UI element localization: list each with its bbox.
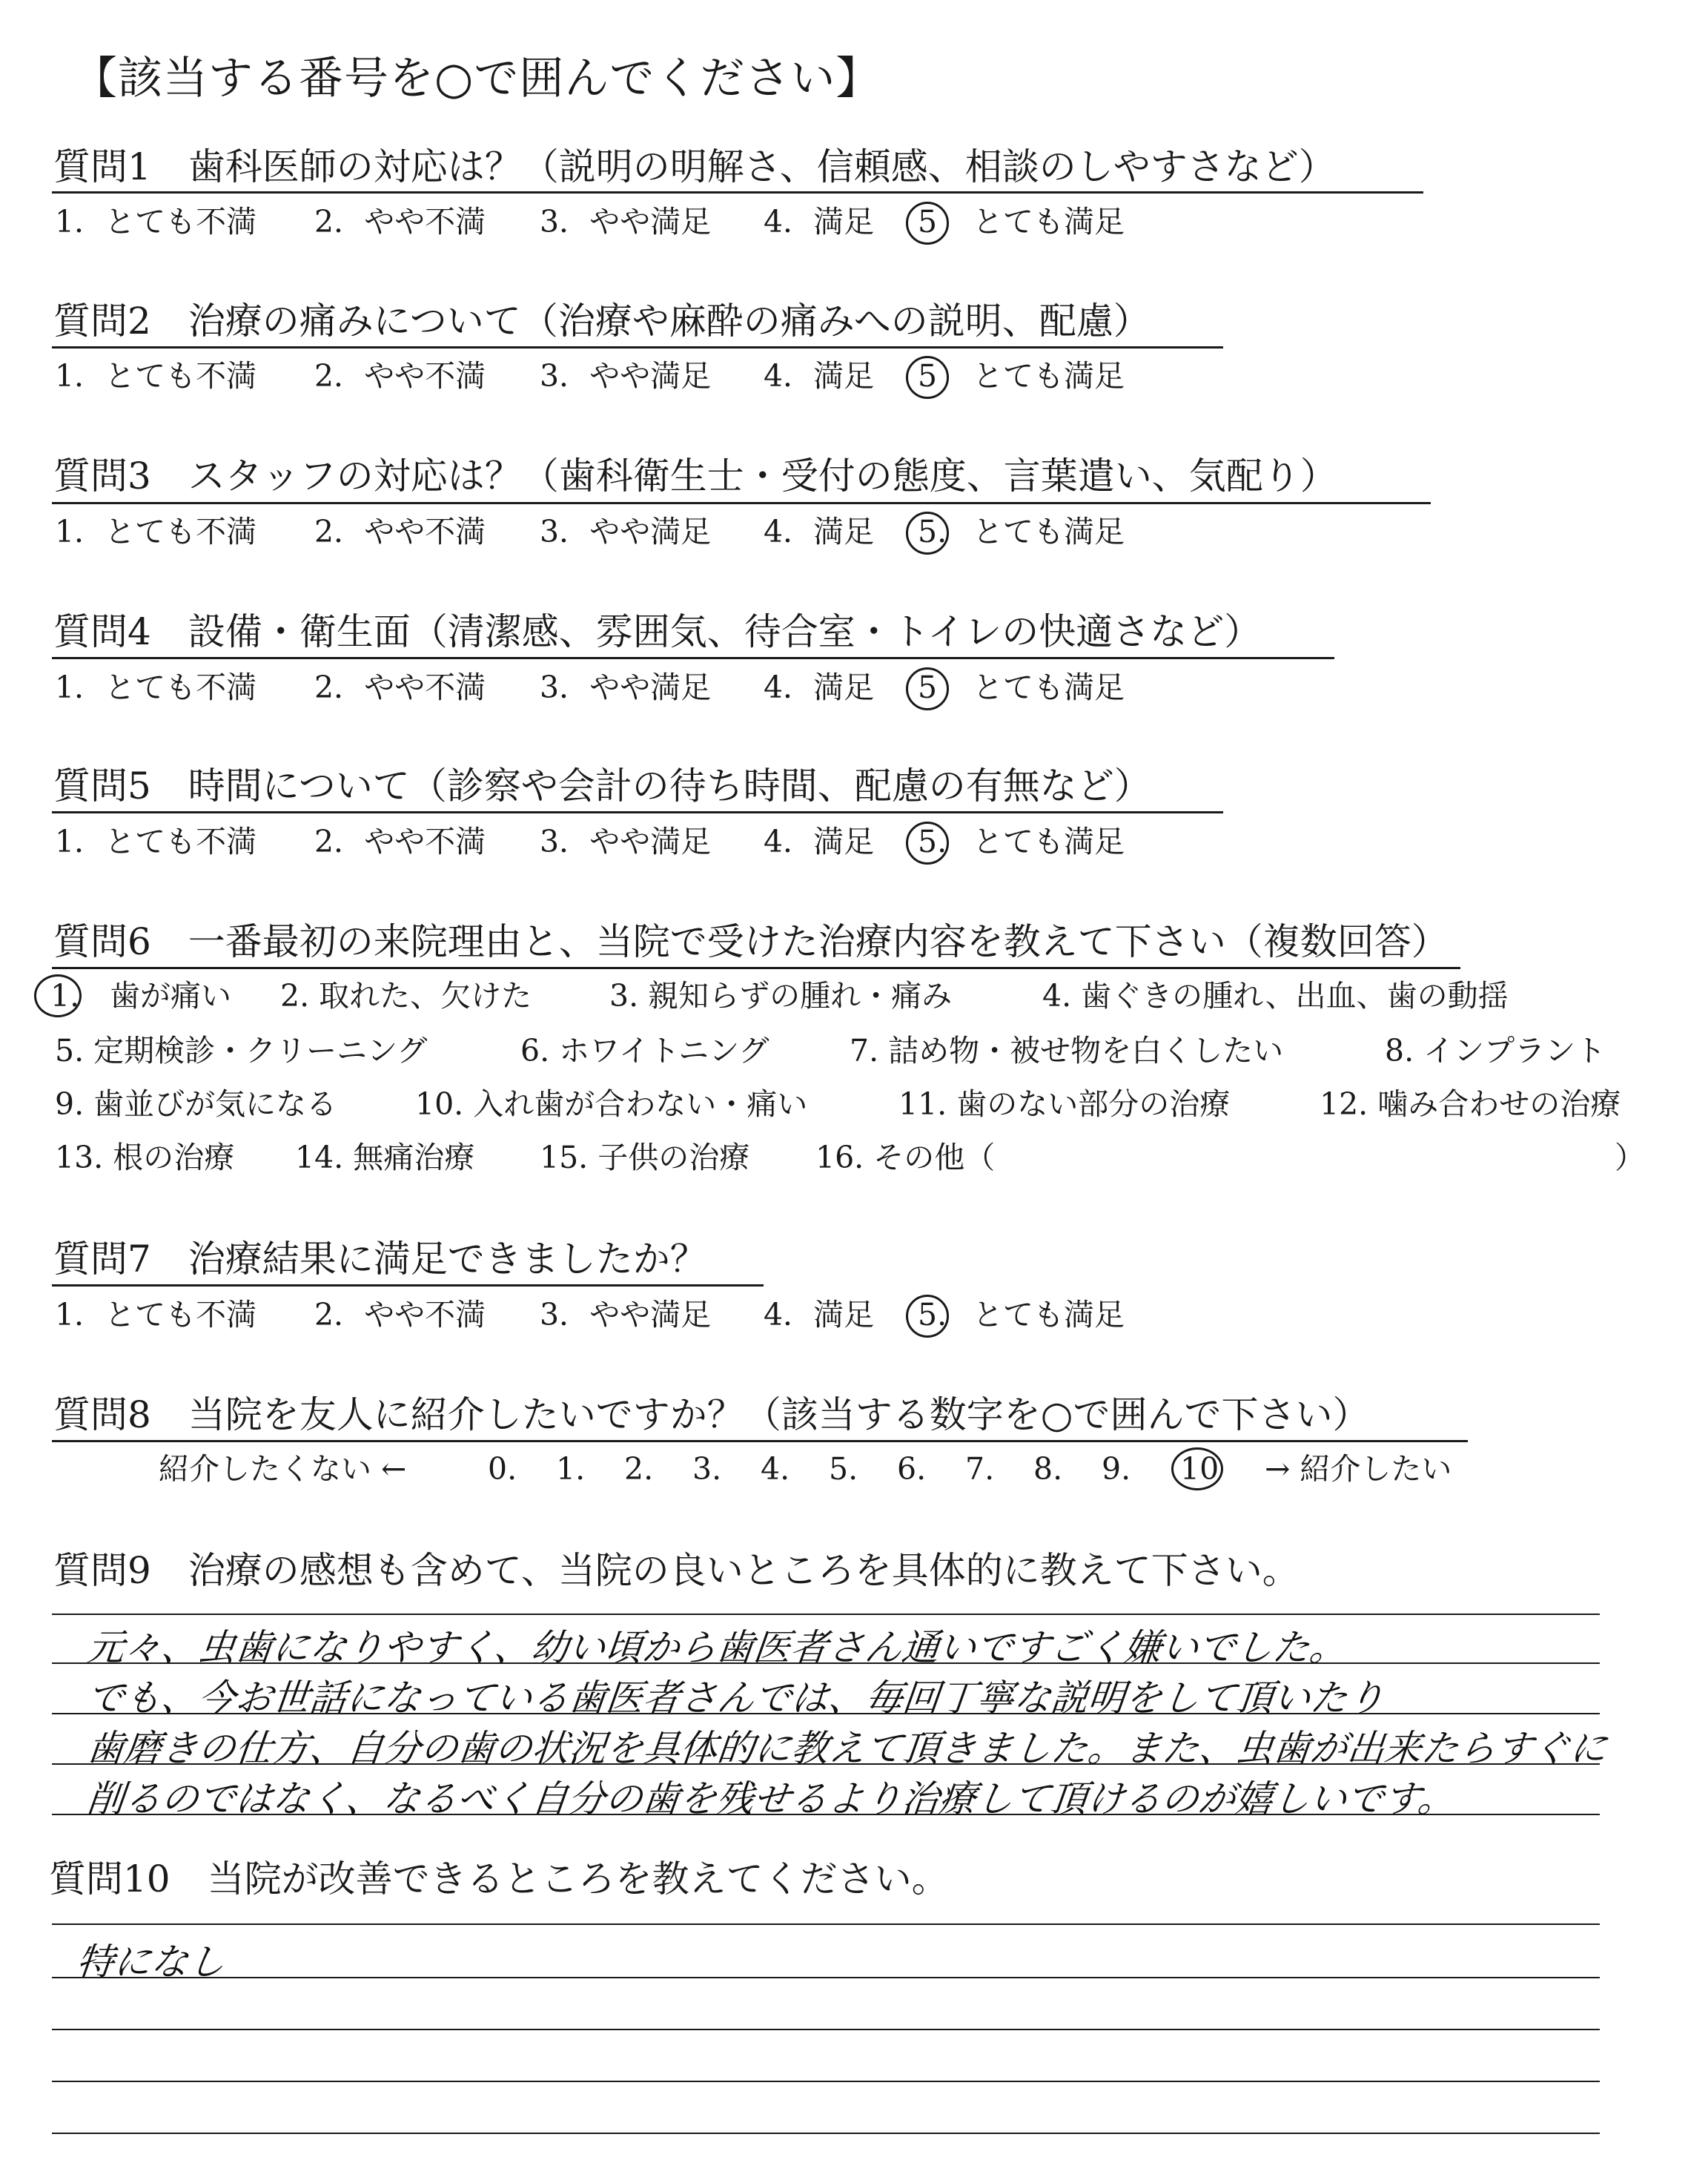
selected-circle: [906, 822, 949, 865]
option-1-label: 歯が痛い: [110, 978, 231, 1014]
scale-right-label: → 紹介したい: [1265, 1451, 1452, 1487]
option-5-label: とても満足: [973, 824, 1125, 859]
option-4[interactable]: 4．満足: [764, 514, 875, 549]
question-5-heading: 質問5 時間について（診察や会計の待ち時間、配慮の有無など）: [53, 764, 1151, 807]
option-5[interactable]: 5: [918, 204, 938, 240]
page-title: 【該当する番号を○で囲んでください】: [73, 53, 881, 105]
question-5-underline: [52, 811, 1223, 813]
option-5-label: とても満足: [973, 514, 1125, 549]
selected-circle: [906, 202, 949, 245]
option-3[interactable]: 3．やや満足: [540, 204, 712, 240]
selected-circle: [906, 667, 949, 710]
option-2[interactable]: 2．やや不満: [314, 670, 486, 705]
question-6-underline: [52, 967, 1460, 969]
selected-circle: [34, 974, 82, 1017]
question-1-heading: 質問1 歯科医師の対応は？（説明の明解さ、信頼感、相談のしやすさなど）: [53, 145, 1336, 188]
option-5[interactable]: 5. 定期検診・クリーニング: [55, 1033, 428, 1069]
scale-5[interactable]: 5.: [829, 1451, 858, 1487]
option-4[interactable]: 4．満足: [764, 358, 875, 394]
option-2[interactable]: 2．やや不満: [314, 358, 486, 394]
scale-left-label: 紹介したくない ←: [159, 1451, 407, 1487]
option-1[interactable]: 1．とても不満: [55, 824, 257, 859]
option-7[interactable]: 7. 詰め物・被せ物を白くしたい: [850, 1033, 1284, 1069]
option-2[interactable]: 2．やや不満: [314, 204, 486, 240]
question-7-underline: [52, 1284, 764, 1287]
option-14[interactable]: 14. 無痛治療: [295, 1140, 475, 1175]
scale-7[interactable]: 7.: [965, 1451, 995, 1487]
option-5[interactable]: 5: [918, 358, 938, 394]
scale-2[interactable]: 2.: [624, 1451, 654, 1487]
option-1[interactable]: 1.: [50, 978, 80, 1014]
option-3[interactable]: 3．やや満足: [540, 1297, 712, 1332]
question-3-heading: 質問3 スタッフの対応は？（歯科衛生士・受付の態度、言葉遣い、気配り）: [53, 455, 1337, 498]
option-5[interactable]: 5: [918, 670, 938, 705]
option-2[interactable]: 2．やや不満: [314, 824, 486, 859]
scale-10[interactable]: 10: [1180, 1451, 1219, 1487]
question-4-heading: 質問4 設備・衛生面（清潔感、雰囲気、待合室・トイレの快適さなど）: [53, 610, 1262, 653]
option-16-close-paren: ）: [1615, 1140, 1645, 1175]
option-2[interactable]: 2．やや不満: [314, 514, 486, 549]
option-2[interactable]: 2. 取れた、欠けた: [280, 978, 532, 1014]
option-5-label: とても満足: [973, 670, 1125, 705]
selected-circle: [906, 356, 949, 399]
option-1[interactable]: 1．とても不満: [55, 1297, 257, 1332]
option-3[interactable]: 3．やや満足: [540, 358, 712, 394]
handwritten-answer-line: 削るのではなく、なるべく自分の歯を残せるより治療して頂けるのが嬉しいです。: [85, 1777, 1457, 1820]
option-8[interactable]: 8. インプラント: [1385, 1033, 1606, 1069]
option-11[interactable]: 11. 歯のない部分の治療: [898, 1086, 1231, 1122]
answer-line: [52, 2081, 1600, 2082]
option-5[interactable]: 5.: [918, 1297, 947, 1332]
answer-line: [52, 1977, 1600, 1978]
selected-circle: [1171, 1447, 1223, 1490]
question-4-underline: [52, 657, 1334, 659]
option-9[interactable]: 9. 歯並びが気になる: [55, 1086, 337, 1122]
question-1-underline: [52, 191, 1423, 194]
option-1[interactable]: 1．とても不満: [55, 514, 257, 549]
question-3-underline: [52, 502, 1431, 504]
scale-8[interactable]: 8.: [1033, 1451, 1063, 1487]
option-4[interactable]: 4．満足: [764, 204, 875, 240]
option-3[interactable]: 3. 親知らずの腫れ・痛み: [609, 978, 953, 1014]
option-10[interactable]: 10. 入れ歯が合わない・痛い: [415, 1086, 808, 1122]
option-3[interactable]: 3．やや満足: [540, 670, 712, 705]
answer-line: [52, 1614, 1600, 1615]
selected-circle: [906, 512, 949, 555]
option-5-label: とても満足: [973, 1297, 1125, 1332]
option-12[interactable]: 12. 噛み合わせの治療: [1320, 1086, 1621, 1122]
option-4[interactable]: 4．満足: [764, 1297, 875, 1332]
option-3[interactable]: 3．やや満足: [540, 824, 712, 859]
question-7-heading: 質問7 治療結果に満足できましたか？: [53, 1238, 707, 1281]
question-10-heading: 質問10 当院が改善できるところを教えてください。: [49, 1857, 949, 1900]
question-6-heading: 質問6 一番最初の来院理由と、当院で受けた治療内容を教えて下さい（複数回答）: [53, 920, 1449, 963]
option-16[interactable]: 16. その他（: [815, 1140, 996, 1175]
option-4[interactable]: 4. 歯ぐきの腫れ、出血、歯の動揺: [1042, 978, 1509, 1014]
option-4[interactable]: 4．満足: [764, 670, 875, 705]
option-5-label: とても満足: [973, 204, 1125, 240]
scale-1[interactable]: 1.: [556, 1451, 586, 1487]
option-1[interactable]: 1．とても不満: [55, 204, 257, 240]
scale-9[interactable]: 9.: [1102, 1451, 1131, 1487]
question-2-underline: [52, 346, 1223, 349]
handwritten-answer-line: 特になし: [74, 1941, 228, 1984]
scale-6[interactable]: 6.: [897, 1451, 927, 1487]
option-5[interactable]: 5.: [918, 824, 947, 859]
scale-0[interactable]: 0.: [488, 1451, 517, 1487]
option-5-label: とても満足: [973, 358, 1125, 394]
option-5[interactable]: 5.: [918, 514, 947, 549]
scale-4[interactable]: 4.: [761, 1451, 790, 1487]
answer-line: [52, 2029, 1600, 2030]
option-1[interactable]: 1．とても不満: [55, 670, 257, 705]
question-2-heading: 質問2 治療の痛みについて（治療や麻酔の痛みへの説明、配慮）: [53, 300, 1151, 343]
answer-line: [52, 2133, 1600, 2134]
selected-circle: [906, 1295, 949, 1338]
option-15[interactable]: 15. 子供の治療: [540, 1140, 750, 1175]
scale-3[interactable]: 3.: [692, 1451, 722, 1487]
option-13[interactable]: 13. 根の治療: [55, 1140, 235, 1175]
question-8-heading: 質問8 当院を友人に紹介したいですか？（該当する数字を○で囲んで下さい）: [53, 1393, 1370, 1436]
handwritten-answer-line: 歯磨きの仕方、自分の歯の状況を具体的に教えて頂きました。また、虫歯が出来たらすぐに: [85, 1727, 1609, 1770]
question-9-heading: 質問9 治療の感想も含めて、当院の良いところを具体的に教えて下さい。: [53, 1549, 1300, 1592]
option-2[interactable]: 2．やや不満: [314, 1297, 486, 1332]
option-6[interactable]: 6. ホワイトニング: [520, 1033, 769, 1069]
option-1[interactable]: 1．とても不満: [55, 358, 257, 394]
option-3[interactable]: 3．やや満足: [540, 514, 712, 549]
option-4[interactable]: 4．満足: [764, 824, 875, 859]
handwritten-answer-line: 元々、虫歯になりやすく、幼い頃から歯医者さん通いですごく嫌いでした。: [85, 1626, 1349, 1669]
answer-line: [52, 1923, 1600, 1925]
handwritten-answer-line: でも、今お世話になっている歯医者さんでは、毎回丁寧な説明をして頂いたり: [85, 1677, 1387, 1720]
question-8-underline: [52, 1440, 1468, 1442]
